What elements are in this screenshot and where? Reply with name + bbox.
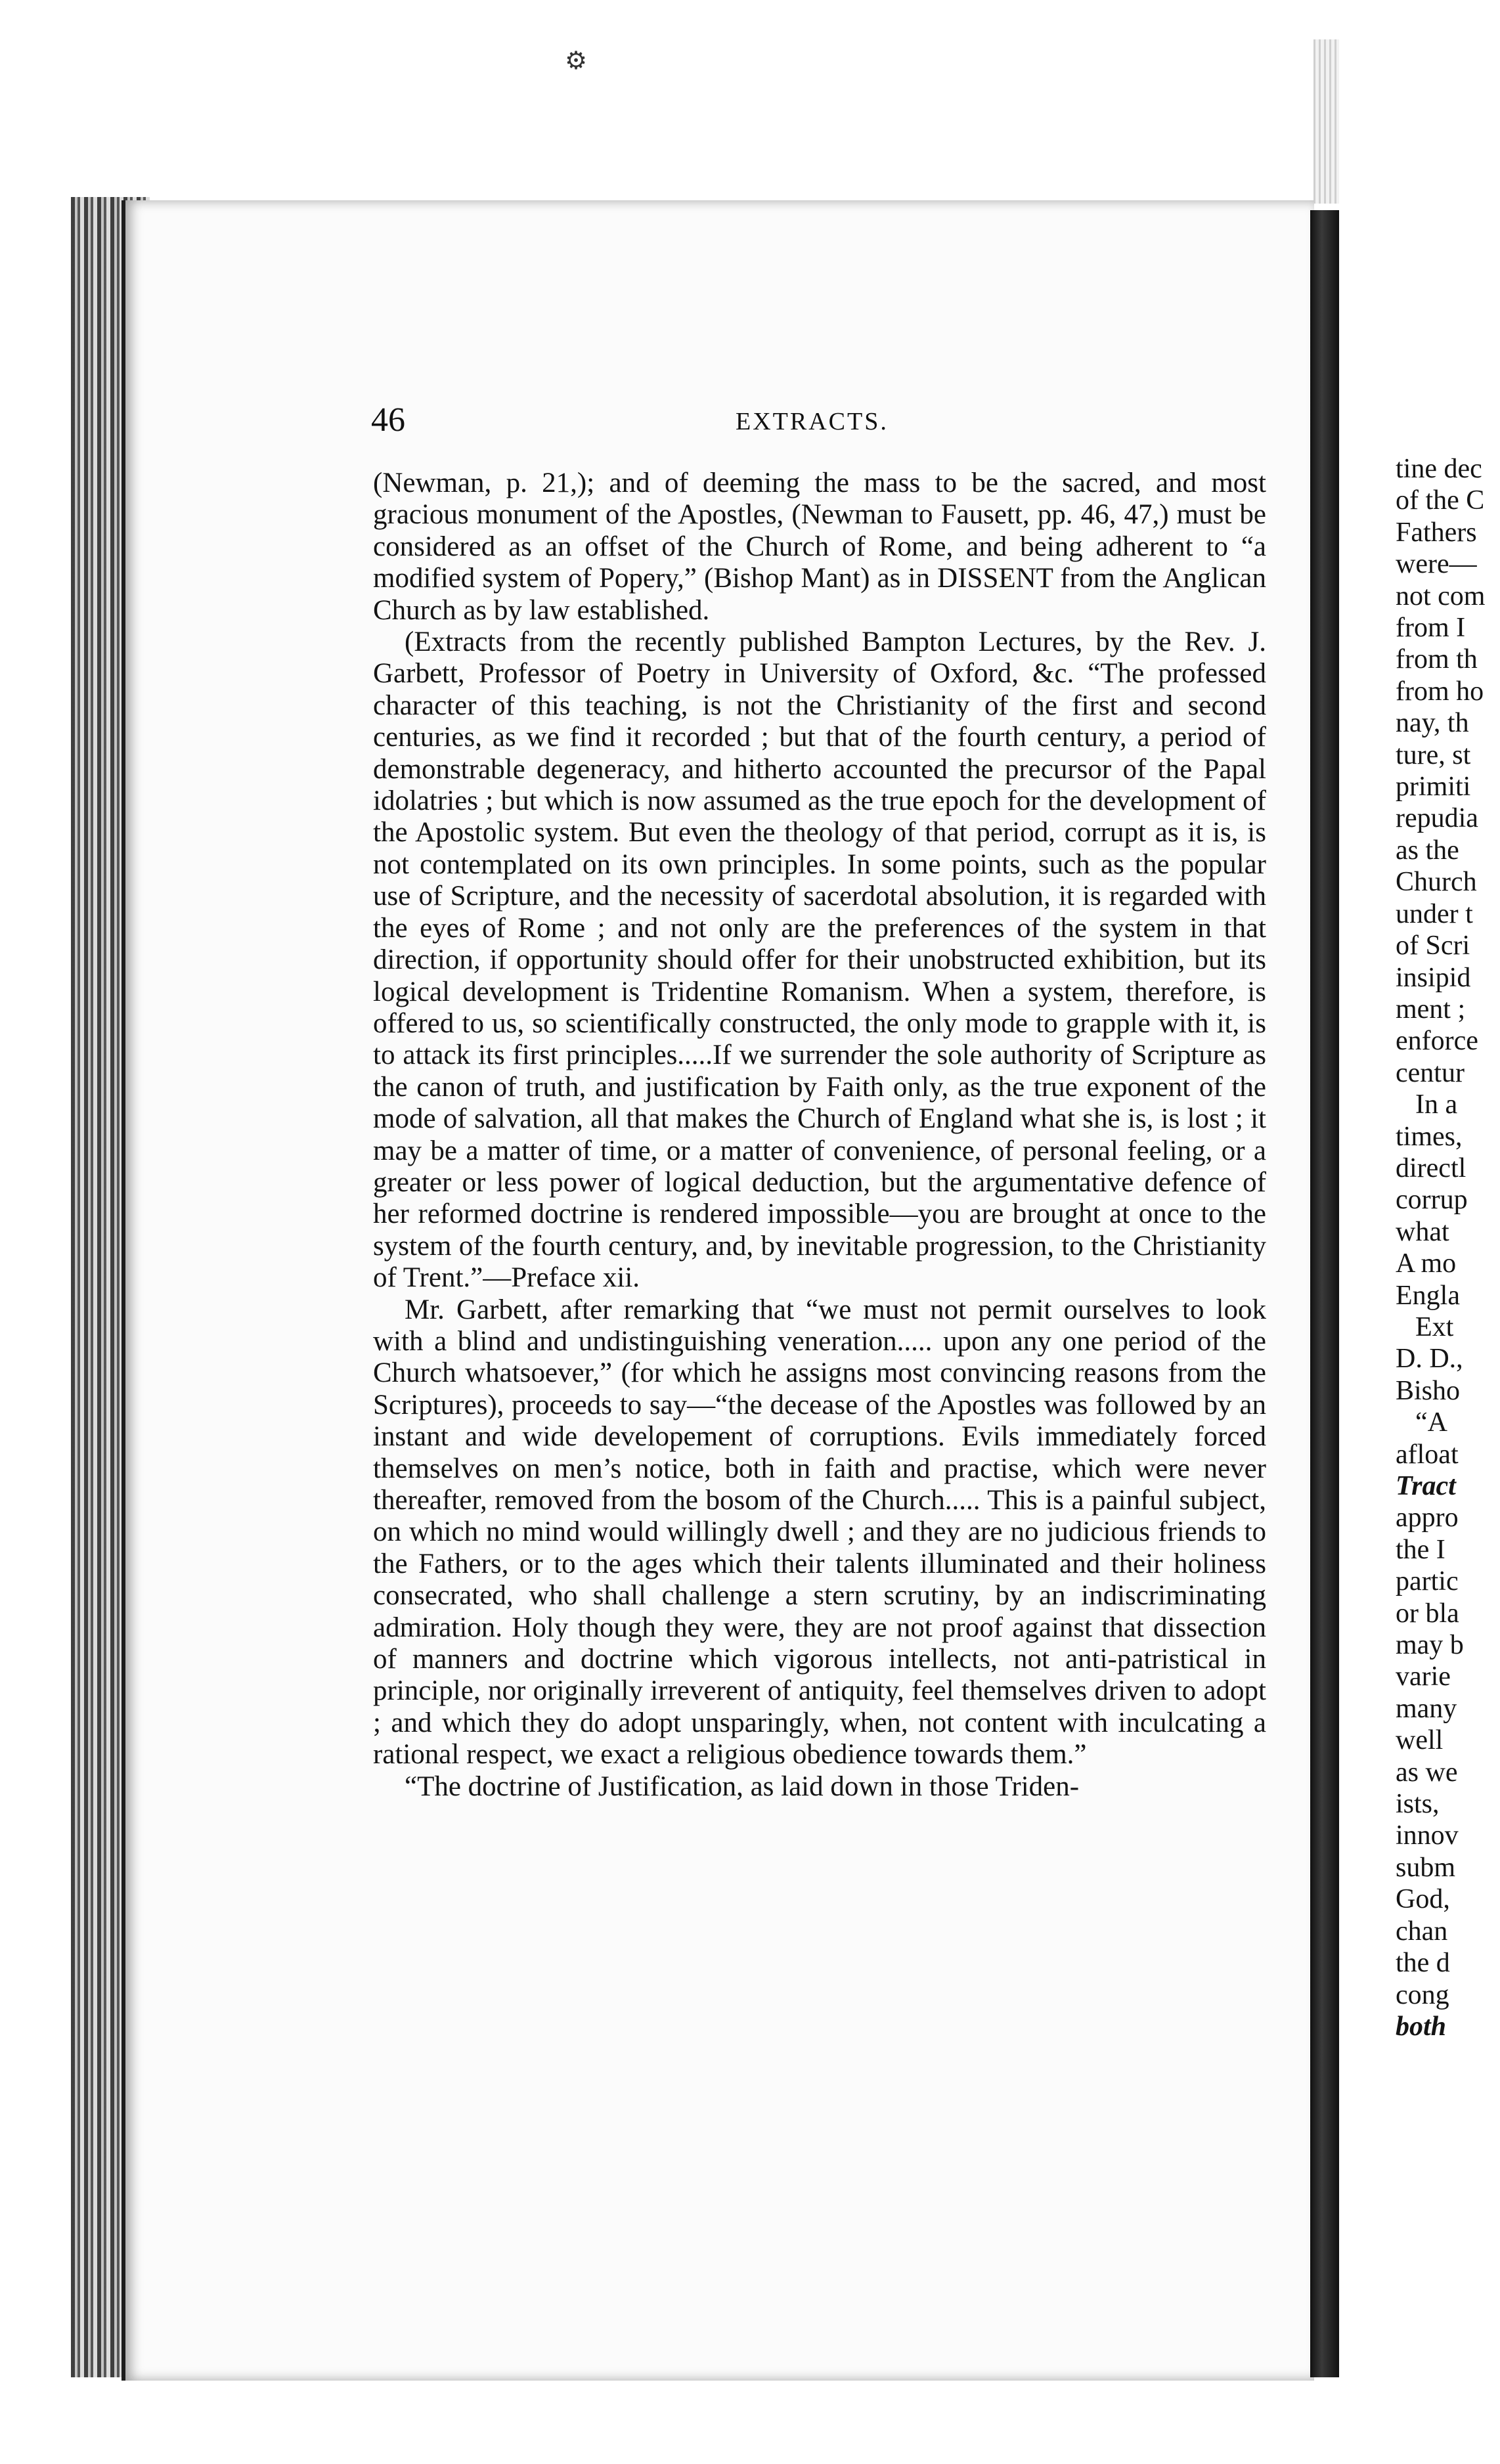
paragraph-2: (Extracts from the recently published Bampton Lectures, by the Rev. J. Garbett, Professor of Poetry in University of Oxford, &c. “The professed character of this teaching, is not the Christianity of the first and second centuries, as we find it recorded ; but that of the fourth century, a period of demonstrable degeneracy, and hitherto accounted the precursor of the Papal idolatries ; but which is now assumed as the true epoch for the development of the Apostolic system. But even the theology of that period, corrupt as it is, is not contemplated on its own principles. In some points, such as the popular use of Scripture, and the necessity of sacerdotal absolution, it is regarded with the eyes of Rome ; and not only are the preferences of the system in that direction, if opportunity should offer for their unobstructed exhibition, but its logical development is Tridentine Romanism. When a system, therefore, is offered to us, so scientifically constructed, the only mode to grapple with it, is to attack its first principles.....If we surrender the sole authority of Scripture as the canon of truth, and justification by Faith only, as the true exponent of the mode of salvation, all that makes the Church of England what she is, is lost ; it may be a matter of time, or a matter of convenience, of personal feeling, or a greater or less power of logical deduction, but the argumentative defence of her reformed doctrine is rendered impossible—you are brought at once to the system of the fourth century, and, by inevitable progression, to the Christianity of Trent.”—Preface xii. [373, 627, 1266, 1294]
facing-line: both [1396, 2011, 1447, 2042]
facing-line: enforce [1396, 1026, 1478, 1057]
facing-line: partic [1396, 1566, 1459, 1597]
scan-mark-icon: ⚙ [565, 46, 588, 75]
facing-line: D. D., [1396, 1344, 1463, 1375]
page-number: 46 [371, 401, 405, 439]
facing-line: of the C [1396, 485, 1485, 516]
facing-line: varie [1396, 1661, 1451, 1692]
facing-line: A mo [1396, 1248, 1457, 1279]
paragraph-3: Mr. Garbett, after remarking that “we must not permit ourselves to look with a blind and undistinguishing veneration..... upon any one period of the Church whatsoever,” (for which he assigns most convincing reasons from the Scriptures), proceeds to say—“the decease of the Apostles was followed by an instant and wide developement of corruptions. Evils immediately forced themselves on men’s notice, both in faith and practise, which were never thereafter, removed from the bosom of the Church..... This is a painful subject, on which no mind would willingly dwell ; and they are no judicious friends to the Fathers, or to the ages which their talents illuminated and their holiness consecrated, who shall challenge a stern scrutiny, by an indiscriminating admiration. Holy though they were, they are not proof against that dissection of manners and doctrine which vigorous intellects, not anti-patristical in principle, nor originally irreverent of antiquity, feel themselves driven to adopt ; and which they do adopt unsparingly, when, not content with inculcating a rational respect, we exact a religious obedience towards them.” [373, 1294, 1266, 1771]
facing-line: the d [1396, 1948, 1450, 1979]
facing-line: from ho [1396, 676, 1484, 707]
facing-line: of Scri [1396, 931, 1470, 961]
facing-line: ists, [1396, 1789, 1440, 1820]
facing-line: chan [1396, 1916, 1448, 1947]
book-gutter [1310, 210, 1339, 2377]
facing-line: appro [1396, 1503, 1459, 1533]
facing-line: were— [1396, 549, 1477, 580]
facing-line: under t [1396, 898, 1473, 929]
facing-line: many [1396, 1693, 1457, 1724]
facing-line: Engla [1396, 1280, 1460, 1311]
facing-line: God, [1396, 1884, 1450, 1915]
paragraph-1: (Newman, p. 21,); and of deeming the mass to be the sacred, and most gracious monument of the Apostles, (Newman to Fausett, pp. 46, 47,) must be considered as an offset of the Church of Rome, and being adherent to “a modified system of Popery,” (Bishop Mant) as in DISSENT from the Anglican Church as by law established. [373, 468, 1266, 626]
facing-line: nay, th [1396, 708, 1469, 739]
facing-line: innov [1396, 1820, 1459, 1851]
facing-line: as we [1396, 1757, 1458, 1788]
facing-line: cong [1396, 1979, 1449, 2010]
facing-line: primiti [1396, 772, 1471, 803]
facing-line: tine dec [1396, 454, 1482, 484]
facing-line: centur [1396, 1057, 1465, 1088]
facing-line: or bla [1396, 1598, 1459, 1629]
facing-line: ment ; [1396, 994, 1466, 1024]
facing-line: not com [1396, 581, 1486, 611]
facing-line: Church [1396, 867, 1477, 898]
facing-line: well [1396, 1725, 1444, 1756]
facing-line: ture, st [1396, 739, 1471, 770]
facing-line: afloat [1396, 1439, 1459, 1470]
facing-line: Ext [1415, 1311, 1454, 1342]
facing-line: the I [1396, 1534, 1445, 1565]
facing-line: as the [1396, 835, 1459, 866]
facing-line: from th [1396, 644, 1478, 675]
facing-line: “A [1415, 1407, 1447, 1438]
facing-line: times, [1396, 1121, 1463, 1152]
facing-line: directl [1396, 1153, 1467, 1183]
page-header [371, 401, 1304, 440]
facing-line: Tract [1396, 1471, 1456, 1501]
paragraph-4: “The doctrine of Justification, as laid down in those Triden- [405, 1771, 1080, 1802]
running-head: EXTRACTS. [736, 408, 889, 435]
facing-line: Bisho [1396, 1375, 1461, 1406]
facing-line: insipid [1396, 962, 1471, 993]
facing-line: repudia [1396, 803, 1478, 834]
facing-line: subm [1396, 1852, 1456, 1883]
facing-line: Fathers [1396, 517, 1477, 548]
facing-page-text [1396, 453, 1500, 2042]
facing-line: what [1396, 1216, 1449, 1247]
facing-line: corrup [1396, 1185, 1468, 1216]
facing-line: from I [1396, 613, 1466, 644]
facing-line: may b [1396, 1630, 1464, 1661]
facing-line: In a [1415, 1089, 1458, 1120]
body-text [373, 468, 1266, 1803]
